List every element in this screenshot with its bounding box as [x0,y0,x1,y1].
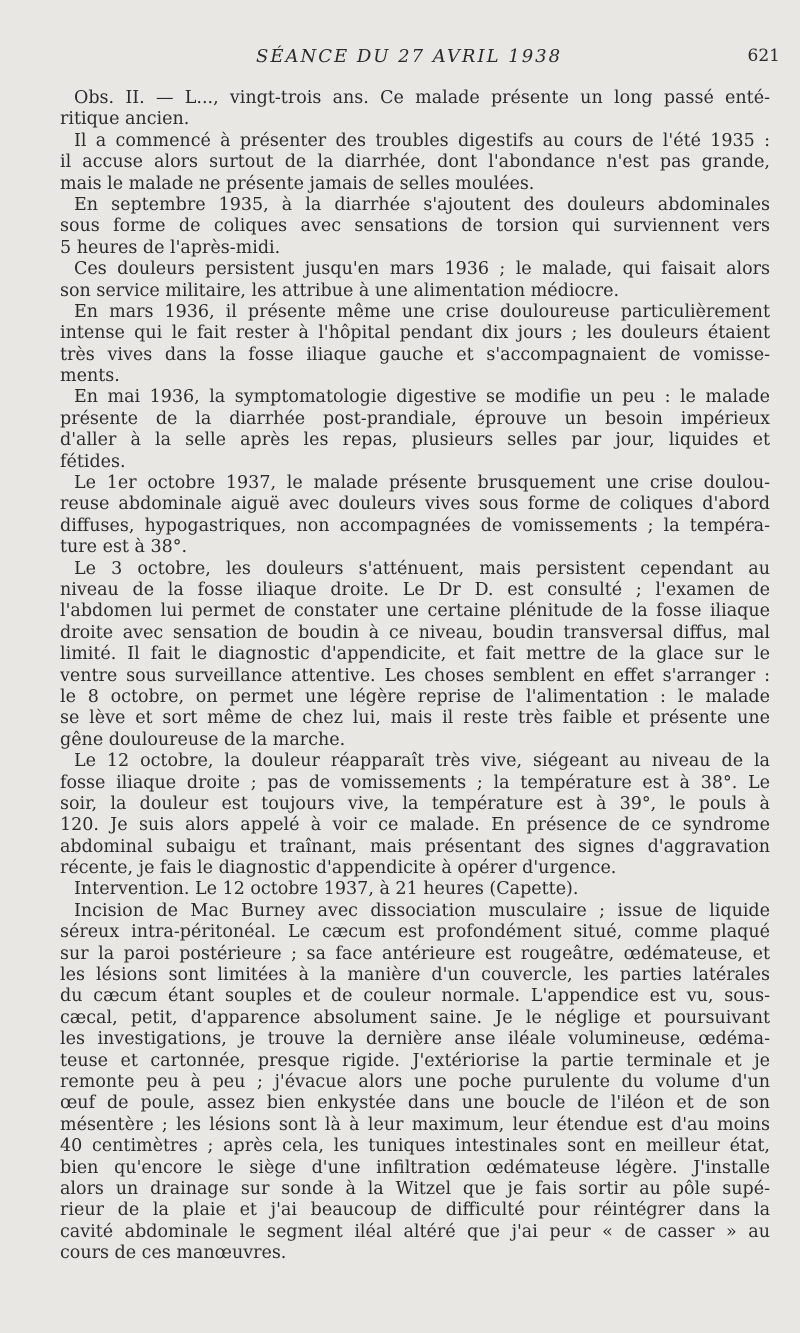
text-line: droite avec sensation de boudin à ce niveau, boudin transversal diffus, mal [60,622,770,643]
text-line: son service militaire, les attribue à une alimentation médiocre. [60,280,620,301]
text-line: 40 centimètres ; après cela, les tuniques intestinales sont en meilleur état, [60,1136,770,1157]
text-line: niveau de la fosse iliaque droite. Le Dr D. est consulté ; l'examen de [60,579,770,600]
text-line: se lève et sort même de chez lui, mais il reste très faible et présente une [60,708,770,729]
text-line: les lésions sont limitées à la manière d'un couvercle, les parties latérales [60,965,770,986]
text-line: œuf de poule, assez bien enkystée dans une boucle de l'iléon et de son [60,1093,770,1114]
text-line: remonte peu à peu ; j'évacue alors une poche purulente du volume d'un [60,1071,770,1092]
text-line: récente, je fais le diagnostic d'appendicite à opérer d'urgence. [60,858,617,879]
text-line: reuse abdominale aiguë avec douleurs vives sous forme de coliques d'abord [60,494,770,515]
text-line: du cæcum étant souples et de couleur normale. L'appendice est vu, sous- [60,986,770,1007]
text-line: très vives dans la fosse iliaque gauche et s'accompagnaient de vomisse- [60,344,770,365]
text-line: ritique ancien. [60,109,190,130]
text-line: limité. Il fait le diagnostic d'appendicite, et fait mettre de la glace sur le [60,644,770,665]
text-line: En mars 1936, il présente même une crise douloureuse particulièrement [74,301,770,322]
text-line: ture est à 38°. [60,537,188,558]
text-line: Le 3 octobre, les douleurs s'atténuent, mais persistent cependant au [74,558,770,579]
text-line: Il a commencé à présenter des troubles digestifs au cours de l'été 1935 : [74,130,770,151]
text-line: fosse iliaque droite ; pas de vomissements ; la température est à 38°. Le [60,772,770,793]
text-line: ments. [60,366,120,387]
text-line: rieur de la plaie et j'ai beaucoup de difficulté pour réintégrer dans la [60,1200,770,1221]
text-line: d'aller à la selle après les repas, plusieurs selles par jour, liquides et [60,430,770,451]
text-line: soir, la douleur est toujours vive, la température est à 39°, le pouls à [60,793,770,814]
text-line: le 8 octobre, on permet une légère reprise de l'alimentation : le malade [60,686,770,707]
text-line: En septembre 1935, à la diarrhée s'ajoutent des douleurs abdominales [74,194,770,215]
text-line: 5 heures de l'après-midi. [60,237,281,258]
text-line: cours de ces manœuvres. [60,1243,287,1264]
text-line: teuse et cartonnée, presque rigide. J'extériorise la partie terminale et je [60,1050,770,1071]
text-line: Incision de Mac Burney avec dissociation musculaire ; issue de liquide [74,900,770,921]
text-line: Le 1er octobre 1937, le malade présente brusquement une crise doulou- [74,473,770,494]
text-line: l'abdomen lui permet de constater une certaine plénitude de la fosse iliaque [60,601,770,622]
text-line: mais le malade ne présente jamais de selles moulées. [60,173,535,194]
text-line: 120. Je suis alors appelé à voir ce malade. En présence de ce syndrome [60,815,770,836]
text-line: présente de la diarrhée post-prandiale, éprouve un besoin impérieux [60,408,770,429]
header-title: SÉANCE DU 27 AVRIL 1938 [256,46,563,67]
text-line: séreux intra-péritonéal. Le cæcum est profondément situé, comme plaqué [60,922,770,943]
running-header [0,46,800,70]
body-text [60,88,770,1264]
text-line: Le 12 octobre, la douleur réapparaît très vive, siégeant au niveau de la [74,751,770,772]
text-line: abdominal subaigu et traînant, mais présentant des signes d'aggravation [60,836,770,857]
text-line: fétides. [60,451,126,472]
text-line: alors un drainage sur sonde à la Witzel que je fais sortir au pôle supé- [60,1178,770,1199]
page-number: 621 [747,46,780,66]
text-line: Intervention. Le 12 octobre 1937, à 21 heures (Capette). [74,879,579,900]
text-line: sous forme de coliques avec sensations de torsion qui surviennent vers [60,216,770,237]
text-line: Ces douleurs persistent jusqu'en mars 1936 ; le malade, qui faisait alors [74,259,770,280]
text-line: mésentère ; les lésions sont là à leur maximum, leur étendue est d'au moins [60,1114,770,1135]
text-line: intense qui le fait rester à l'hôpital pendant dix jours ; les douleurs étaient [60,323,770,344]
text-line: cæcal, petit, d'apparence absolument saine. Je le néglige et poursuivant [60,1007,770,1028]
text-line: diffuses, hypogastriques, non accompagnées de vomissements ; la tempéra- [60,515,770,536]
text-line: bien qu'encore le siège d'une infiltration œdémateuse légère. J'installe [60,1157,770,1178]
text-line: En mai 1936, la symptomatologie digestive se modifie un peu : le malade [74,387,770,408]
text-line: gêne douloureuse de la marche. [60,729,346,750]
text-line: ventre sous surveillance attentive. Les choses semblent en effet s'arranger : [60,665,770,686]
text-line: il accuse alors surtout de la diarrhée, dont l'abondance n'est pas grande, [60,152,770,173]
text-line: Obs. II. — L..., vingt-trois ans. Ce malade présente un long passé enté- [74,88,770,108]
text-line: les investigations, je trouve la dernière anse iléale volumineuse, œdéma- [60,1029,770,1050]
text-line: sur la paroi postérieure ; sa face antérieure est rougeâtre, œdémateuse, et [60,943,770,964]
text-line: cavité abdominale le segment iléal altéré que j'ai peur « de casser » au [60,1221,770,1242]
